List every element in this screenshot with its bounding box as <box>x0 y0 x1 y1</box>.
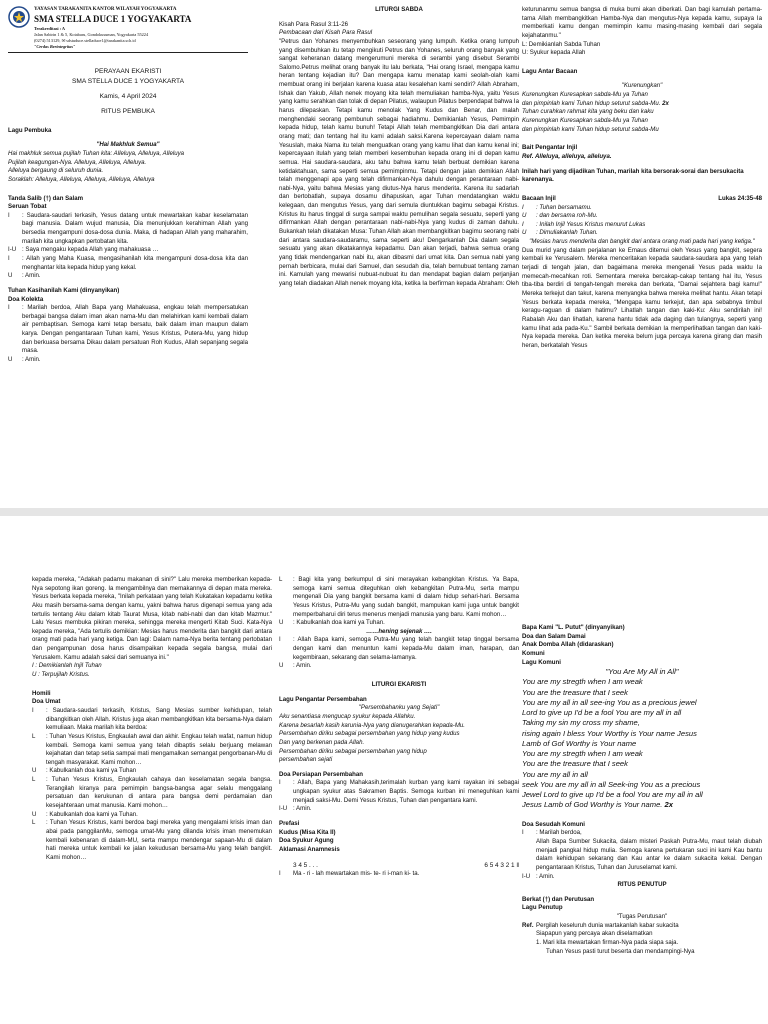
song-title: "Persembahanku yang Sejati" <box>358 704 440 712</box>
heading-kasihanilah: Tuhan Kasihanilah Kami (dinyanyikan) <box>8 286 120 294</box>
heading-lagu-penutup: Lagu Penutup <box>522 904 563 912</box>
song-title: "You Are My All in All" <box>605 667 679 677</box>
song-line: seek You are my all in all Seek-ing You as a precious <box>522 779 701 789</box>
heading-berkat: Berkat (†) dan Perutusan <box>522 895 595 903</box>
gospel-quote: "Mesias harus menderita dan bangkit dari antara orang mati pada hari yang ketiga." <box>529 238 755 246</box>
page2-column-2 <box>279 576 519 878</box>
dialog-line: U : Kabulkanlah doa kami ya Tuhan. <box>279 619 385 627</box>
heading-lagu-persembahan: Lagu Pengantar Persembahan <box>279 695 367 703</box>
mass-date: Kamis, 4 April 2024 <box>99 92 157 100</box>
page1-column-2 <box>279 6 519 289</box>
dialog-line: I : Inilah Injil Yesus Kristus menurut Lukas <box>522 220 646 228</box>
song-line: Alleluya bergaung di seluruh dunia. <box>8 167 104 175</box>
dialog-line: L : Tuhan Yesus Kristus, Engkaulah awal dan akhir. Engkau telah wafat, namun hidup kembali. Semoga kami semua yang telah dibaptis selalu berjuang melawan kejahatan dan tetap setia sampai mati mengamalkan semangat pengorbanan-Mu di tengah masyarakat. Kami mohon… <box>32 732 272 766</box>
school-logo-icon <box>8 6 30 28</box>
heading-lagu-antar-bacaan: Lagu Antar Bacaan <box>522 67 578 75</box>
dialog-line: U : Amin. <box>8 356 41 364</box>
response-line: I : Demikianlah Injil Tuhan <box>32 662 102 670</box>
song-line: Lord to give up I'd be a fool You are my all in all <box>522 708 682 718</box>
song-line: Pujilah keagungan-Nya. Alleluya, Alleluya, Alleluya. <box>8 158 147 166</box>
dialog-line: L : Tuhan Yesus Kristus, Engkaulah cahaya dan keselamatan segala bangsa. Terangilah kiranya para pemimpin bangsa-bangsa agar selalu menggalang persatuan dan kerukunan di antara para bangsa demi perdamaian dan kesejahteraan umat manusia. Kami mohon… <box>32 776 272 810</box>
repeat-mark: 2x <box>664 800 673 810</box>
dialog-line: U : Kabulkanlah doa kami ya Tuhan <box>32 767 137 775</box>
verse-line: Tuhan Yesus pasti turut beserta dan mendampingi-Nya <box>546 947 695 955</box>
song-line: Taking my sin my cross my shame, <box>522 718 640 728</box>
page-subtitle: SMA STELLA DUCE 1 YOGYAKARTA <box>71 77 184 85</box>
dialog-line: I : Allah yang Maha Kuasa, mengasihanilah kita mengampuni dosa-dosa kita dan menghantar kita kepada hidup yang kekal. <box>8 255 248 271</box>
page2-column-3 <box>522 624 762 956</box>
letterhead-divider <box>8 52 248 53</box>
song-title: "Hai Makhluk Semua" <box>96 141 160 149</box>
song-line: Kurenungkan Kuresapkan sabda-Mu ya Tuhan <box>522 91 648 99</box>
song-line: You are the treasure that I seek <box>522 687 628 697</box>
heading-doa-syukur-agung: Doa Syukur Agung <box>279 837 334 845</box>
heading-doa-umat: Doa Umat <box>32 698 61 706</box>
school-contact: (0274) 513129, ✉ sdstuduce.stelladuce1@tarakanita.sch.id <box>34 38 136 44</box>
dialog-line: I-U : Amin. <box>522 872 555 880</box>
song-line: You are my stregth when I am weak <box>522 749 643 759</box>
gospel-text-continued: kepada mereka, "Adakah padamu makanan di sini?" Lalu mereka memberikan kepada-Nya sepotong ikan goreng. Ia mengambilnya dan memakannya di depan mata mereka. Yesus berkata kepada mereka, "Inilah perkataan yang telah Kukatakan kepadamu ketika Aku masih bersama-sama dengan kamu, yakni bahwa harus digenapi semua yang ada tertulis tentang Aku dalam kitab Taurat Musa, kitab nabi-nabi dan dan kitab Mazmur." Lalu Yesus membuka pikiran mereka, sehingga mereka mengerti Kitab Suci. Kata-Nya kepada mereka, "Ada tertulis demikian: Mesias harus menderita dan bangkit dari antara orang mati pada hari yang ketiga. Dan lagi: Dalam nama-Nya berita tentang pertobatan dan pengampunan dosa harus disampaikan kepada segala bangsa, mulai dari Yerusalem. Kamu adalah saksi dari semuanya ini." <box>32 576 272 661</box>
dialog-line: I : Marilah berdoa, Allah Bapa yang Mahakuasa, engkau telah mempersatukan berbagai bangsa dalam iman akan nama-Mu dan melahirkan kami kembali dalam air pembaptisan. Semoga kami tetap bersatu, baik dalam iman maupun dalam karya. Dengan pengantaraan Tuhan kami, Yesus Kristus, Putera-Mu, yang hidup dan berkuasa bersama Dikau dalam persatuan Roh Kudus, Allah sepanjang segala masa. <box>8 304 248 355</box>
heading-doa-kolekta: Doa Kolekta <box>8 295 44 303</box>
song-line: You are my all in all <box>522 769 588 779</box>
song-line: Persembahan diriku sebagai persembahan yang hidup <box>279 747 427 755</box>
accreditation: Terakreditasi : A <box>34 25 66 31</box>
gospel-reference: Lukas 24:35-48 <box>718 194 762 202</box>
dialog-line: I : Tuhan bersamamu. <box>522 203 592 211</box>
letterhead-text <box>34 6 191 50</box>
dialog-line: U : Kabulkanlah doa kami ya Tuhan. <box>32 810 138 818</box>
response-line: L: Demikianlah Sabda Tuhan <box>522 40 601 48</box>
dialog-line: L : Bagi kita yang berkumpul di sini merayakan kebangkitan Kristus. Ya Bapa, semoga kami semua diteguhkan oleh kebangkitan Putra-Mu, serta mampu mengenali Dia yang bangkit bersama kami di dalam hidup sehari-hari. Bersama Yesus Kristus, Putra-Mu yang sudah bangkit, mampukan kami juga untuk bangkit memperbaharui diri terus menerus menjadi manusia yang baru. Kami mohon… <box>279 576 519 618</box>
refrain-line: Siapapun yang percaya akan diselamatkan <box>536 930 653 938</box>
heading-aklamasi: Aklamasi Anamnesis <box>279 845 340 853</box>
dialog-line: I : Saudara-saudari terkasih, Yesus datang untuk mewartakan kabar keselamatan bagi manusia. Dalam wujud manusia, Dia menunjukkan kerahiman Allah yang bersedia mengampuni dosa-dosa dunia. Maka, di hadapan Allah yang maharahim, marilah kita ungkapkan pertobatan kita. <box>8 211 248 245</box>
heading-seruan-tobat: Seruan Tobat <box>8 203 47 211</box>
song-line: dan pimpinlah kami Tuhan hidup seturut sabda-Mu. 2x <box>522 99 669 107</box>
gospel-heading-row <box>522 195 762 204</box>
song-line: Lamb of Gof Worthy is Your name <box>522 738 637 748</box>
reading-text: "Petrus dan Yohanes menyembuhkan seseorang yang lumpuh. Ketika orang lumpuh yang disembuhkan itu tetap mengikuti Petrus dan Yohanes, seluruh orang banyak yang sangat keheranan datang mengerumuni mereka di serambi yang disebut Serambi Salomo.Petrus melihat orang banyak itu lalu berkata, "Hai orang Israel, mengapa kamu heran tentang kejadian itu? Dan mengapa kamu menatap kami seolah-olah kami membuat orang ini berjalan karena kuasa atau kesalehan kami sendiri? Allah Abraham, Ishak dan Yakub, Allah nenek moyang kita telah memuliakan hamba-Nya, yaitu Yesus yang kamu serahkan dan tolak di depan Pilatus, walaupun Pilatus berpendapat bahwa Ia harus dilepaskan. Tetapi kamu menolak Yang Kudus dan Benar, dan malah menghendaki seorang pembunuh sebagai hadiahmu. Demikianlah Yesus, Pemimpin kepada hidup, telah kamu bunuh! Tetapi Allah telah membangkitkan Dia dari antara orang mati; dan tentang hal itu kami adalah saksi.Karena kepercayaan dalam nama Yesuslah, maka Nama itu telah menguatkan orang yang kamu lihat dan kamu kenal ini; kepercayaan itulah yang telah memberi kesembuhan kepada orang ini di depan kamu semua. Hai saudara-saudara, aku tahu bahwa kamu telah berbuat demikian karena ketidaktahuan, sama seperti semua pemimpinmu. Tetapi dengan jalan demikian Allah telah menggenapi apa yang telah difirmankan-Nya dahulu dengan perantaraan nabi-nabi-Nya, yaitu bahwa Mesias yang diutus-Nya harus menderita. Karena itu sadarlah dan bertobatlah, supaya dosamu dihapuskan, agar Tuhan mendatangkan waktu kelegaan, dan mengutus Yesus, yang dari semula diuntukkan bagimu sebagai Kristus. Kristus itu harus tinggal di surga sampai waktu pemulihan segala sesuatu, seperti yang difirmankan Allah dengan perantaraan nabi-nabi-Nya yang kudus di zaman dahulu. Bukankah telah dikatakan Musa: Tuhan Allah akan membangkitkan bagimu seorang nabi dari antara saudara-saudaramu, sama seperti aku! Dengarkanlah Dia dalam segala sesuatu yang akan dikatakannya kepadamu. Dan akan terjadi, bahwa semua orang yang tidak mendengarkan nabi itu, akan dibasmi dari umat kita. Dan semua nabi yang pernah berbicara, mulai dari Samuel, dan sesudah dia, telah bernubuat tentang zaman ini. Kamulah yang mewarisi nubuat-nubuat itu dan mendapat bagian dalam perjanjian yang telah diadakan Allah nenek moyang kita, ketika Ia berfirman kepada Abraham: Oleh <box>279 37 519 287</box>
bait-refrain: Ref. Alleluya, alleluya, alleluya. <box>522 152 612 160</box>
school-name: SMA STELLA DUCE 1 YOGYAKARTA <box>34 14 192 25</box>
heading-doa-damai: Doa dan Salam Damai <box>522 632 586 640</box>
heading-bait-pengantar-injil: Bait Pengantar Injil <box>522 144 578 152</box>
response-line: U: Syukur kepada Allah <box>522 49 586 57</box>
song-line: Jewel Lord to give up I'd be a fool You are my all in all <box>522 790 703 800</box>
notation-lyric: I Ma - ri - lah mewartakan mis- te- ri i-man ki- ta. <box>279 869 420 877</box>
song-line: Hai makhluk semua pujilah Tuhan kita: Alleluya, Alleluya, Alleluya <box>8 149 185 157</box>
dialog-line: I-U : Amin. <box>279 805 312 813</box>
dialog-line: U : dan bersama roh-Mu. <box>522 212 598 220</box>
song-line: persembahan sejati <box>279 756 333 764</box>
section-ritus-penutup: RITUS PENUTUP <box>617 881 667 889</box>
heading-prefasi: Prefasi <box>279 820 300 828</box>
school-address: Jalan Sabirin 1 & 5, Kotabaru, Gondokusuman, Yogyakarta 55224 <box>34 31 149 37</box>
dialog-line: Allah Bapa Sumber Sukacita, dalam misteri Paskah Putra-Mu, maut telah diubah menjadi pangkal hidup mulia. Semoga karena pertukaran suci ini kami Kau bantu dalam kehidupan sekarang dan Kau antar ke dalam sukacita kekal. Dengan pengantaraan Kristus, Tuhan dan Juruselamat kami. <box>536 837 762 871</box>
bait-verse: Inilah hari yang dijadikan Tuhan, marilah kita bersorak-sorai dan bersukacita karenanya. <box>522 167 744 184</box>
dialog-line: L : Tuhan Yesus Kristus, kami berdoa bagi mereka yang mengalami krisis iman dan abai pada panggilanMu, semoga umat-Mu yang dilanda krisis iman menemukan kembali kebenaran di dalam-MU, serta mampu mendengar sapaan-Mu di dalam hati mereka untuk kembali ke jalan kekudusan bersama-Mu yang telah bangkit. Kami mohon… <box>32 819 272 861</box>
page-title: PERAYAAN EKARISTI <box>94 68 162 76</box>
song-line: Dan yang berkenan pada Allah. <box>279 738 365 746</box>
page1-column-1 <box>8 6 248 365</box>
song-line: Aku senantiasa mengucap syukur kepada Allahku. <box>279 712 416 720</box>
heading-homili: Homili <box>32 689 51 697</box>
reading-title: Pembacaan dari Kisah Para Rasul <box>279 29 373 37</box>
heading-bapa-kami: Bapa Kami "L. Putut" (dinyanyikan) <box>522 624 625 631</box>
page1-column-3 <box>522 6 762 350</box>
song-line: rising again I bless Your Worthy is Your name Jesus <box>522 728 697 738</box>
school-letterhead <box>8 6 248 50</box>
dialog-line: U : Amin. <box>8 272 41 280</box>
notation-right: 6 5 4 3 2 1 ‖ <box>484 861 519 869</box>
heading-lagu-komuni: Lagu Komuni <box>522 658 561 666</box>
heading-bacaan-injil: Bacaan Injil <box>522 194 556 202</box>
booklet-page-2 <box>0 516 768 1024</box>
page2-column-1 <box>32 576 272 863</box>
foundation-name: YAYASAN TARAKANITA KANTOR WILAYAH YOGYAKARTA <box>34 7 177 12</box>
song-line: Kurenungkan Kuresapkan sabda-Mu ya Tuhan <box>522 117 648 125</box>
song-line: dan pimpinlah kami Tuhan hidup seturut sabda-Mu <box>522 125 659 133</box>
heading-doa-sesudah-komuni: Doa Sesudah Komuni <box>522 820 585 828</box>
song-line: Jesus Lamb of God Worthy is Your name. 2x <box>522 800 673 810</box>
song-line: Tuhan curahkan rahmat kita yang beku dan kaku <box>522 108 654 116</box>
heading-kudus: Kudus (Misa Kita II) <box>279 828 336 836</box>
song-title: "Kurenungkan" <box>621 82 663 90</box>
dialog-line: I : Allah Bapa kami, semoga Putra-Mu yang telah bangkit tetap tinggal bersama dengan kami dan menuntun kami kepada-Mu dalam iman, harapan, dan kegembiraan, sekarang dan selama-lamanya. <box>279 636 519 661</box>
heading-doa-persiapan: Doa Persiapan Persembahan <box>279 770 363 778</box>
notation-left: 3 4 5 . . . <box>293 861 318 869</box>
silence-note: ……hening sejenak …. <box>366 627 432 635</box>
song-line: Soraklah: Alleluya, Alleluya, Alleluya, Alleluya, Alleluya <box>8 175 155 183</box>
song-title: "Tugas Perutusan" <box>616 913 668 921</box>
dialog-line: U : Dimuliakanlah Tuhan. <box>522 229 598 237</box>
heading-anak-domba: Anak Domba Allah (didaraskan) <box>522 641 614 649</box>
response-line: U : Terpujilah Kristus. <box>32 671 90 679</box>
booklet-page-1 <box>0 0 768 508</box>
section-liturgi-sabda: LITURGI SABDA <box>375 6 423 13</box>
song-line: You are my all in all see-ing You as a precious jewel <box>522 697 697 707</box>
dialog-line: I-U : Saya mengaku kepada Allah yang mahakuasa … <box>8 246 159 254</box>
reading-reference: Kisah Para Rasul 3:11-26 <box>279 20 348 28</box>
song-line: Karena besarlah kasih karunia-Nya yang dianugerahkan kepada-Mu. <box>279 721 465 729</box>
verse-line: 1. Mari kita mewartakan firman-Nya pada siapa saja. <box>536 939 679 947</box>
dialog-line: I : Saudara-saudari terkasih, Kristus, Sang Mesias sumber kehidupan, telah dibangkitkan oleh Allah. Kristus juga akan membangkitkan kita bersama-Nya dalam kemuliaan. Maka marilah kita berdoa: <box>32 706 272 732</box>
dialog-line: I : Allah, Bapa yang Mahakasih,terimalah kurban yang kami rayakan ini sebagai ungkapan syukur atas Sakramen Baptis. Semoga kurban ini meneguhkan kami menjadi saksi-Mu. Demi Yesus Kristus, Tuhan dan pengantara kami. <box>279 779 519 804</box>
reading-text-continued: keturunanmu semua bangsa di muka bumi akan diberkati. Dan bagi kamulah pertama-tama Allah membangkitkan Hamba-Nya dan mengutus-Nya kepada kamu, supaya Ia memberkati kamu dengan memimpin kamu masing-masing kembali dari segala kejahatanmu." <box>522 6 762 39</box>
heading-komuni: Komuni <box>522 649 545 657</box>
refrain-line: Ref. Pergilah keseluruh dunia wartakanlah kabar sukacita <box>522 921 679 929</box>
dialog-line: I : Marilah berdoa, <box>522 829 582 837</box>
heading-tanda-salib: Tanda Salib (†) dan Salam <box>8 194 84 202</box>
song-line: You are the treasure that I seek <box>522 759 628 769</box>
repeat-mark: 2x <box>662 99 669 107</box>
music-notation <box>279 861 519 870</box>
gospel-text: Dua murid yang dalam perjalanan ke Emaus ditemui oleh Yesus yang bangkit, segera kembali ke Yerusalem. Mereka menceritakan kepada saudara-saudara apa yang telah terjadi di tengah jalan, dan bagaimana mereka mengenali Yesus pada waktu Ia memecah-mecahkan roti. Sementara mereka bercakap-cakap tentang hal itu, Yesus tiba-tiba berdiri di tengah-tengah mereka dan berkata, "Damai sejahtera bagi kamu!" Mereka terkejut dan takut, karena menyangka bahwa mereka melihat hantu. Akan tetapi Yesus berkata kepada mereka, "Mengapa kamu terkejut, dan apa sebabnya timbul keragu-raguan di dalam hatimu? Lihatlah tangan dan kaki-Ku: Aku sendirilah ini! Rabalah Aku dan lihatlah, karena hantu tidak ada daging dan tulangnya, seperti yang kamu lihat ada pada-Ku." Sambil berkata demikian Ia memperlihatkan tangan dan kaki-Nya kepada mereka. Dan ketika mereka belum juga percaya karena girang dan masih heran, berkatalah Yesus <box>522 246 762 349</box>
section-ritus-pembuka: RITUS PEMBUKA <box>101 108 155 116</box>
school-motto: "Cerdas Berintegritas" <box>34 44 76 50</box>
song-line: You are my stregth when I am weak <box>522 677 643 687</box>
heading-lagu-pembuka: Lagu Pembuka <box>8 126 52 134</box>
song-line: Persembahan diriku sebagai persembahan yang hidup yang kudus <box>279 730 460 738</box>
section-liturgi-ekaristi: LITURGI EKARISTI <box>371 681 427 689</box>
dialog-line: U : Amin. <box>279 662 312 670</box>
